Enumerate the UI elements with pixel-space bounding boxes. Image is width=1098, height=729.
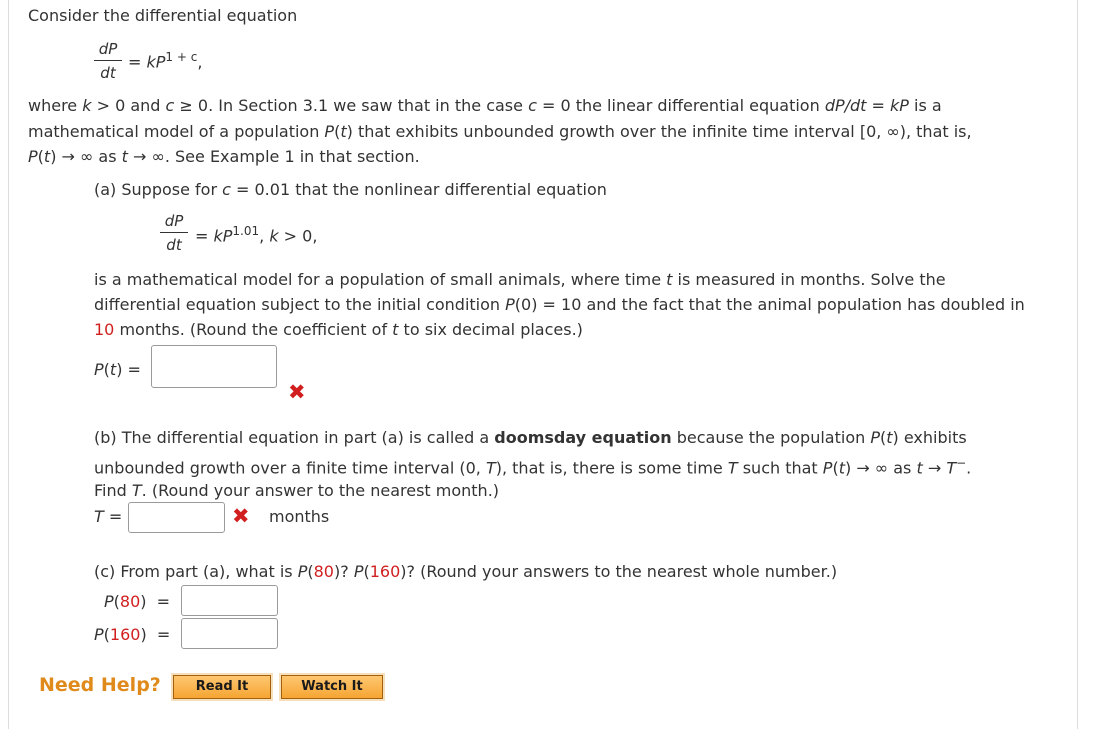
intro-paragraph-line1: where k > 0 and c ≥ 0. In Section 3.1 we saw that in the case c = 0 the linear differential equation dP/dt = kP is a xyxy=(28,96,942,115)
need-help-title: Need Help? xyxy=(39,674,161,696)
part-b-answer-input[interactable] xyxy=(128,502,225,533)
part-a-desc-line2: differential equation subject to the initial condition P(0) = 10 and the fact that the animal population has doubled in xyxy=(94,295,1025,314)
read-it-button[interactable]: Read It xyxy=(173,675,271,699)
incorrect-icon: ✖ xyxy=(288,380,306,404)
part-c-answer2-label: P(160) = xyxy=(94,625,171,644)
part-a-answer-input[interactable] xyxy=(151,345,277,388)
part-c-answer2-input[interactable] xyxy=(181,618,278,649)
incorrect-icon: ✖ xyxy=(232,504,250,528)
part-a-fraction: dP dt xyxy=(160,212,188,254)
part-a-answer-label: P(t) = xyxy=(94,360,141,379)
part-c-answer1-label: P(80) = xyxy=(104,592,171,611)
watch-it-button[interactable]: Watch It xyxy=(281,675,383,699)
part-a-heading: (a) Suppose for c = 0.01 that the nonlinear differential equation xyxy=(94,180,607,199)
part-c-answer1-input[interactable] xyxy=(181,585,278,616)
part-c-heading: (c) From part (a), what is P(80)? P(160)? (Round your answers to the nearest whole number.) xyxy=(94,562,838,581)
part-b-line3: Find T. (Round your answer to the nearest month.) xyxy=(94,481,500,500)
part-a-desc-line1: is a mathematical model for a population of small animals, where time t is measured in months. Solve the xyxy=(94,270,946,289)
part-a-desc-line3: 10 months. (Round the coefficient of t to six decimal places.) xyxy=(94,320,583,339)
intro-equation-rhs: = $kP^{1 + c}$, xyxy=(128,50,203,72)
intro-paragraph-line3: P(t) → ∞ as t → ∞. See Example 1 in that section. xyxy=(28,147,420,166)
part-b-line1: (b) The differential equation in part (a) is called a doomsday equation because the population P(t) exhibits xyxy=(94,428,967,447)
part-b-answer-label: T = xyxy=(94,507,123,526)
intro-line: Consider the differential equation xyxy=(28,6,298,25)
part-b-units: months xyxy=(269,507,330,526)
intro-fraction: dP dt xyxy=(94,40,122,82)
intro-paragraph-line2: mathematical model of a population P(t) that exhibits unbounded growth over the infinite time interval [0, ∞), that is, xyxy=(28,122,972,141)
part-b-line2: unbounded growth over a finite time interval (0, T), that is, there is some time T such that P(t) → ∞ as t → T−. xyxy=(94,456,972,478)
part-a-equation-rhs: = $kP^{1.01}$, k > 0, xyxy=(195,224,318,246)
